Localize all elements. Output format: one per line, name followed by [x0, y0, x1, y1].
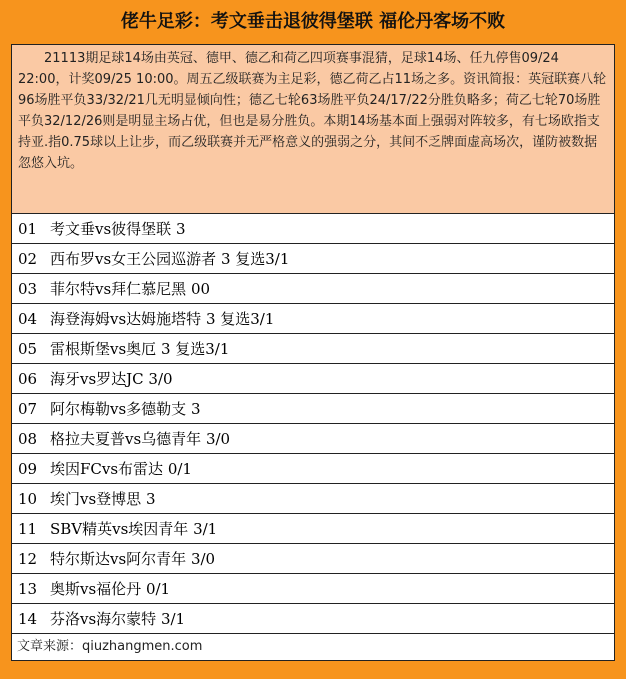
- intro-paragraph: 21113期足球14场由英冠、德甲、德乙和荷乙四项赛事混猜，足球14场、任九停售09/24 22:00，计奖09/25 10:00。周五乙级联赛为主足彩，德乙荷乙占11场之多。资讯简报：英冠联赛八轮96场胜平负33/32/21几无明显倾向性；德乙七轮63场胜平负24/17/22分胜负略多；荷乙七轮70场胜平负32/12/26则是明显主场占优，但也是易分胜负。本期14场基本面上强弱对阵较多，有七场欧指支持亚.指0.75球以上让步，而乙级联赛并无严格意义的强弱之分，其间不乏牌面虚高场次，谨防被数据忽悠入坑。: [12, 45, 614, 214]
- match-text: 西布罗vs女王公园巡游者 3 复选3/1: [50, 250, 290, 268]
- match-text: 雷根斯堡vs奥厄 3 复选3/1: [50, 340, 230, 358]
- match-row: [12, 454, 614, 484]
- match-text: 阿尔梅勒vs多德勒支 3: [50, 400, 201, 418]
- match-number: 06: [18, 370, 38, 388]
- match-number: 11: [18, 520, 38, 538]
- match-number: 05: [18, 340, 38, 358]
- match-text: 特尔斯达vs阿尔青年 3/0: [50, 550, 216, 568]
- match-text: 埃门vs登博思 3: [50, 490, 156, 508]
- match-number: 12: [18, 550, 38, 568]
- match-number: 07: [18, 400, 38, 418]
- article-title: 佬牛足彩：考文垂击退彼得堡联 福伦丹客场不败: [120, 11, 506, 32]
- match-text: 考文垂vs彼得堡联 3: [50, 220, 186, 238]
- match-number: 04: [18, 310, 38, 328]
- article-source: 文章来源：qiuzhangmen.com: [17, 639, 203, 654]
- match-row: [12, 544, 614, 574]
- match-text: 芬洛vs海尔蒙特 3/1: [50, 610, 186, 628]
- match-row: [12, 484, 614, 514]
- match-row: [12, 424, 614, 454]
- match-number: 13: [18, 580, 38, 598]
- match-row: [12, 514, 614, 544]
- match-text: 海牙vs罗达JC 3/0: [50, 370, 173, 388]
- match-row: [12, 394, 614, 424]
- match-number: 01: [18, 220, 38, 238]
- match-list: [12, 214, 614, 634]
- content-panel: [11, 44, 615, 661]
- match-row: [12, 244, 614, 274]
- match-text: 格拉夫夏普vs乌德青年 3/0: [50, 430, 231, 448]
- match-text: SBV精英vs埃因青年 3/1: [50, 520, 218, 538]
- match-number: 03: [18, 280, 38, 298]
- match-text: 菲尔特vs拜仁慕尼黑 00: [50, 280, 211, 298]
- match-number: 10: [18, 490, 38, 508]
- match-text: 海登海姆vs达姆施塔特 3 复选3/1: [50, 310, 275, 328]
- match-number: 14: [18, 610, 38, 628]
- match-text: 奥斯vs福伦丹 0/1: [50, 580, 171, 598]
- match-text: 埃因FCvs布雷达 0/1: [50, 460, 192, 478]
- match-row: [12, 274, 614, 304]
- match-row: [12, 334, 614, 364]
- match-number: 08: [18, 430, 38, 448]
- match-row: [12, 364, 614, 394]
- match-row: [12, 604, 614, 634]
- match-row: [12, 304, 614, 334]
- match-number: 09: [18, 460, 38, 478]
- match-row: [12, 574, 614, 604]
- match-row: [12, 214, 614, 244]
- match-number: 02: [18, 250, 38, 268]
